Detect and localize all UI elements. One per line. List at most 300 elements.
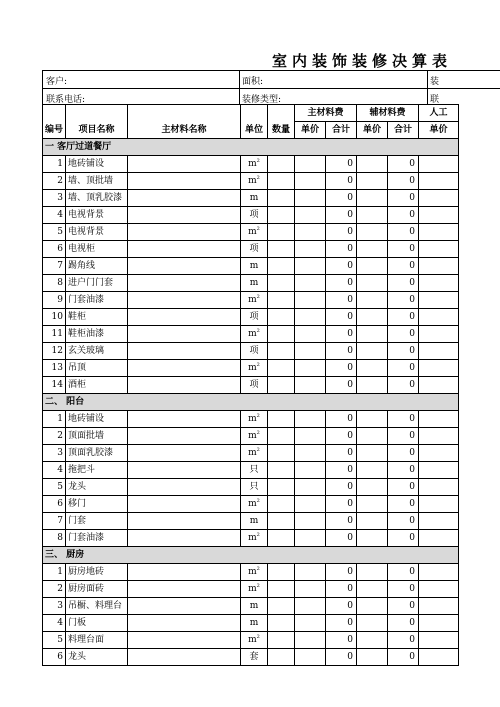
cell-aux-unit-price[interactable] xyxy=(357,360,388,377)
cell-main-total[interactable]: 0 xyxy=(326,564,357,581)
cell-unit[interactable]: 项 xyxy=(241,377,268,394)
cell-no[interactable]: 4 xyxy=(43,462,66,479)
cell-main-total[interactable]: 0 xyxy=(326,530,357,547)
cell-main-material-name[interactable] xyxy=(128,173,241,190)
cell-item-name[interactable]: 鞋柜 xyxy=(66,309,128,326)
cell-labor-unit-price[interactable] xyxy=(419,360,459,377)
cell-main-material-name[interactable] xyxy=(128,309,241,326)
cell-no[interactable]: 2 xyxy=(43,428,66,445)
info-right-border xyxy=(427,70,428,106)
cell-main-total[interactable]: 0 xyxy=(326,275,357,292)
cell-aux-total[interactable]: 0 xyxy=(388,275,419,292)
cell-aux-unit-price[interactable] xyxy=(357,513,388,530)
cell-main-unit-price[interactable] xyxy=(295,445,326,462)
cell-quantity[interactable] xyxy=(268,258,295,275)
cell-quantity[interactable] xyxy=(268,156,295,173)
section-title[interactable]: 三、 厨房 xyxy=(43,547,459,564)
cell-unit[interactable]: $m^2$ xyxy=(241,411,268,428)
table-row xyxy=(43,530,459,547)
sheet-title: 室内装饰装修决算表 xyxy=(272,52,453,70)
cell-quantity[interactable] xyxy=(268,598,295,615)
cell-aux-unit-price[interactable] xyxy=(357,207,388,224)
right-cut-label-2: 联 xyxy=(430,95,440,105)
cell-unit[interactable]: $m^2$ xyxy=(241,292,268,309)
cell-aux-total[interactable]: 0 xyxy=(388,377,419,394)
cell-main-unit-price[interactable] xyxy=(295,649,326,666)
table-row xyxy=(43,411,459,428)
cell-aux-total[interactable]: 0 xyxy=(388,156,419,173)
cell-quantity[interactable] xyxy=(268,292,295,309)
cell-quantity[interactable] xyxy=(268,411,295,428)
cell-unit[interactable]: $m^2$ xyxy=(241,530,268,547)
cell-unit[interactable]: $m^2$ xyxy=(241,581,268,598)
cell-main-unit-price[interactable] xyxy=(295,530,326,547)
cell-aux-unit-price[interactable] xyxy=(357,224,388,241)
cell-no[interactable]: 4 xyxy=(43,615,66,632)
cell-no[interactable]: 13 xyxy=(43,360,66,377)
cell-item-name[interactable]: 厨房地砖 xyxy=(66,564,128,581)
cell-main-total[interactable]: 0 xyxy=(326,496,357,513)
cell-aux-unit-price[interactable] xyxy=(357,479,388,496)
cell-quantity[interactable] xyxy=(268,513,295,530)
cell-no[interactable]: 1 xyxy=(43,156,66,173)
cell-main-material-name[interactable] xyxy=(128,207,241,224)
cell-unit[interactable]: $m^2$ xyxy=(241,360,268,377)
cell-aux-unit-price[interactable] xyxy=(357,428,388,445)
info-row-customer xyxy=(42,70,500,89)
cell-quantity[interactable] xyxy=(268,190,295,207)
customer-label: 客户: xyxy=(46,77,68,87)
cell-no[interactable]: 3 xyxy=(43,190,66,207)
cell-unit[interactable]: 项 xyxy=(241,343,268,360)
cell-aux-unit-price[interactable] xyxy=(357,343,388,360)
cell-aux-unit-price[interactable] xyxy=(357,649,388,666)
cell-main-material-name[interactable] xyxy=(128,513,241,530)
cell-aux-total[interactable]: 0 xyxy=(388,632,419,649)
cell-unit[interactable]: 只 xyxy=(241,479,268,496)
cell-labor-unit-price[interactable] xyxy=(419,581,459,598)
cell-item-name[interactable]: 地砖铺设 xyxy=(66,156,128,173)
cell-main-unit-price[interactable] xyxy=(295,224,326,241)
cell-aux-total[interactable]: 0 xyxy=(388,224,419,241)
cell-labor-unit-price[interactable] xyxy=(419,513,459,530)
cell-labor-unit-price[interactable] xyxy=(419,241,459,258)
cell-labor-unit-price[interactable] xyxy=(419,326,459,343)
cell-no[interactable]: 5 xyxy=(43,224,66,241)
cell-quantity[interactable] xyxy=(268,377,295,394)
cell-no[interactable]: 7 xyxy=(43,258,66,275)
table-row xyxy=(43,156,459,173)
cell-unit[interactable]: m xyxy=(241,258,268,275)
cell-main-material-name[interactable] xyxy=(128,632,241,649)
cell-no[interactable]: 12 xyxy=(43,343,66,360)
cell-labor-unit-price[interactable] xyxy=(419,156,459,173)
cell-main-unit-price[interactable] xyxy=(295,462,326,479)
cell-main-unit-price[interactable] xyxy=(295,258,326,275)
cell-unit[interactable]: $m^2$ xyxy=(241,564,268,581)
cell-no[interactable]: 8 xyxy=(43,530,66,547)
cell-no[interactable]: 6 xyxy=(43,649,66,666)
cell-main-total[interactable]: 0 xyxy=(326,292,357,309)
cell-item-name[interactable]: 龙头 xyxy=(66,479,128,496)
cell-main-total[interactable]: 0 xyxy=(326,411,357,428)
cell-aux-unit-price[interactable] xyxy=(357,445,388,462)
cell-unit[interactable]: $m^2$ xyxy=(241,173,268,190)
cell-aux-total[interactable]: 0 xyxy=(388,496,419,513)
cell-main-material-name[interactable] xyxy=(128,190,241,207)
cell-main-total[interactable]: 0 xyxy=(326,309,357,326)
cell-no[interactable]: 6 xyxy=(43,241,66,258)
cell-main-unit-price[interactable] xyxy=(295,598,326,615)
cell-unit[interactable]: m xyxy=(241,615,268,632)
cell-aux-total[interactable]: 0 xyxy=(388,190,419,207)
cell-item-name[interactable]: 门套油漆 xyxy=(66,292,128,309)
cell-main-material-name[interactable] xyxy=(128,598,241,615)
cell-main-unit-price[interactable] xyxy=(295,207,326,224)
cell-labor-unit-price[interactable] xyxy=(419,258,459,275)
cell-aux-total[interactable]: 0 xyxy=(388,598,419,615)
cell-aux-unit-price[interactable] xyxy=(357,462,388,479)
cell-quantity[interactable] xyxy=(268,224,295,241)
cell-aux-unit-price[interactable] xyxy=(357,632,388,649)
cell-item-name[interactable]: 玄关玻璃 xyxy=(66,343,128,360)
cell-no[interactable]: 8 xyxy=(43,275,66,292)
table-row xyxy=(43,479,459,496)
cell-aux-total[interactable]: 0 xyxy=(388,258,419,275)
cell-main-total[interactable]: 0 xyxy=(326,156,357,173)
cell-aux-unit-price[interactable] xyxy=(357,241,388,258)
cell-item-name[interactable]: 门套油漆 xyxy=(66,530,128,547)
cell-main-material-name[interactable] xyxy=(128,258,241,275)
cell-main-unit-price[interactable] xyxy=(295,496,326,513)
cell-labor-unit-price[interactable] xyxy=(419,598,459,615)
cell-item-name[interactable]: 酒柜 xyxy=(66,377,128,394)
cell-quantity[interactable] xyxy=(268,479,295,496)
section-title[interactable]: 一 客厅过道餐厅 xyxy=(43,139,459,156)
cell-main-total[interactable]: 0 xyxy=(326,428,357,445)
cell-aux-total[interactable]: 0 xyxy=(388,411,419,428)
cell-labor-unit-price[interactable] xyxy=(419,564,459,581)
cell-no[interactable]: 11 xyxy=(43,326,66,343)
cell-labor-unit-price[interactable] xyxy=(419,496,459,513)
cell-labor-unit-price[interactable] xyxy=(419,377,459,394)
cell-main-unit-price[interactable] xyxy=(295,156,326,173)
cell-labor-unit-price[interactable] xyxy=(419,530,459,547)
table-row xyxy=(43,632,459,649)
cell-unit[interactable]: m xyxy=(241,190,268,207)
cell-labor-unit-price[interactable] xyxy=(419,207,459,224)
cell-aux-unit-price[interactable] xyxy=(357,258,388,275)
cell-labor-unit-price[interactable] xyxy=(419,411,459,428)
cell-main-total[interactable]: 0 xyxy=(326,207,357,224)
cell-item-name[interactable]: 吊顶 xyxy=(66,360,128,377)
cell-main-unit-price[interactable] xyxy=(295,275,326,292)
cell-labor-unit-price[interactable] xyxy=(419,173,459,190)
table-row xyxy=(43,377,459,394)
cell-main-material-name[interactable] xyxy=(128,360,241,377)
cell-no[interactable]: 3 xyxy=(43,598,66,615)
cell-unit[interactable]: $m^2$ xyxy=(241,428,268,445)
cell-item-name[interactable]: 地砖铺设 xyxy=(66,411,128,428)
cell-main-material-name[interactable] xyxy=(128,241,241,258)
cell-main-unit-price[interactable] xyxy=(295,479,326,496)
cell-main-total[interactable]: 0 xyxy=(326,190,357,207)
cell-item-name[interactable]: 鞋柜油漆 xyxy=(66,326,128,343)
cell-quantity[interactable] xyxy=(268,241,295,258)
cell-main-material-name[interactable] xyxy=(128,326,241,343)
cell-item-name[interactable]: 吊橱、料理台 xyxy=(66,598,128,615)
cell-item-name[interactable]: 墙、顶批墙 xyxy=(66,173,128,190)
cell-main-total[interactable]: 0 xyxy=(326,258,357,275)
cell-main-material-name[interactable] xyxy=(128,377,241,394)
cell-main-unit-price[interactable] xyxy=(295,564,326,581)
cell-item-name[interactable]: 门板 xyxy=(66,615,128,632)
cell-labor-unit-price[interactable] xyxy=(419,428,459,445)
cell-quantity[interactable] xyxy=(268,496,295,513)
cell-no[interactable]: 1 xyxy=(43,411,66,428)
cell-aux-unit-price[interactable] xyxy=(357,326,388,343)
cell-no[interactable]: 4 xyxy=(43,207,66,224)
cell-item-name[interactable]: 电视柜 xyxy=(66,241,128,258)
cell-no[interactable]: 5 xyxy=(43,632,66,649)
cell-main-total[interactable]: 0 xyxy=(326,615,357,632)
cell-labor-unit-price[interactable] xyxy=(419,445,459,462)
cell-aux-total[interactable]: 0 xyxy=(388,241,419,258)
cell-quantity[interactable] xyxy=(268,632,295,649)
cell-quantity[interactable] xyxy=(268,445,295,462)
cell-main-total[interactable]: 0 xyxy=(326,462,357,479)
cell-item-name[interactable]: 门套 xyxy=(66,513,128,530)
cell-labor-unit-price[interactable] xyxy=(419,649,459,666)
cell-unit[interactable]: 只 xyxy=(241,462,268,479)
cell-main-unit-price[interactable] xyxy=(295,173,326,190)
cell-no[interactable]: 1 xyxy=(43,564,66,581)
cell-main-total[interactable]: 0 xyxy=(326,326,357,343)
cell-main-material-name[interactable] xyxy=(128,343,241,360)
cell-item-name[interactable]: 拖把斗 xyxy=(66,462,128,479)
cell-aux-unit-price[interactable] xyxy=(357,598,388,615)
cell-main-material-name[interactable] xyxy=(128,479,241,496)
cell-item-name[interactable]: 移门 xyxy=(66,496,128,513)
cell-no[interactable]: 3 xyxy=(43,445,66,462)
cell-main-material-name[interactable] xyxy=(128,445,241,462)
cell-unit[interactable]: 项 xyxy=(241,309,268,326)
cell-unit[interactable]: 项 xyxy=(241,241,268,258)
cell-main-total[interactable]: 0 xyxy=(326,445,357,462)
cell-item-name[interactable]: 厨房面砖 xyxy=(66,581,128,598)
cell-no[interactable]: 2 xyxy=(43,581,66,598)
cell-main-material-name[interactable] xyxy=(128,496,241,513)
cell-main-total[interactable]: 0 xyxy=(326,598,357,615)
table-body xyxy=(43,139,459,666)
cell-main-material-name[interactable] xyxy=(128,411,241,428)
cell-main-unit-price[interactable] xyxy=(295,360,326,377)
cell-aux-total[interactable]: 0 xyxy=(388,564,419,581)
cell-main-material-name[interactable] xyxy=(128,462,241,479)
cell-main-unit-price[interactable] xyxy=(295,632,326,649)
cell-main-unit-price[interactable] xyxy=(295,615,326,632)
cell-no[interactable]: 2 xyxy=(43,173,66,190)
cell-aux-total[interactable]: 0 xyxy=(388,530,419,547)
cell-item-name[interactable]: 料理台面 xyxy=(66,632,128,649)
cell-quantity[interactable] xyxy=(268,581,295,598)
cell-main-material-name[interactable] xyxy=(128,224,241,241)
cell-labor-unit-price[interactable] xyxy=(419,615,459,632)
cell-quantity[interactable] xyxy=(268,462,295,479)
cell-main-material-name[interactable] xyxy=(128,275,241,292)
table-row xyxy=(43,173,459,190)
cell-aux-total[interactable]: 0 xyxy=(388,207,419,224)
cell-labor-unit-price[interactable] xyxy=(419,462,459,479)
cell-main-unit-price[interactable] xyxy=(295,411,326,428)
cell-main-total[interactable]: 0 xyxy=(326,173,357,190)
cell-aux-unit-price[interactable] xyxy=(357,615,388,632)
cell-aux-total[interactable]: 0 xyxy=(388,479,419,496)
cell-main-total[interactable]: 0 xyxy=(326,241,357,258)
cell-main-unit-price[interactable] xyxy=(295,581,326,598)
cell-labor-unit-price[interactable] xyxy=(419,479,459,496)
cell-quantity[interactable] xyxy=(268,207,295,224)
cell-quantity[interactable] xyxy=(268,428,295,445)
cell-main-material-name[interactable] xyxy=(128,649,241,666)
cell-unit[interactable]: m xyxy=(241,598,268,615)
cell-main-total[interactable]: 0 xyxy=(326,224,357,241)
cell-aux-total[interactable]: 0 xyxy=(388,462,419,479)
cell-main-total[interactable]: 0 xyxy=(326,513,357,530)
cell-unit[interactable]: 项 xyxy=(241,207,268,224)
cell-main-total[interactable]: 0 xyxy=(326,632,357,649)
cell-main-unit-price[interactable] xyxy=(295,428,326,445)
cell-aux-total[interactable]: 0 xyxy=(388,173,419,190)
cell-aux-total[interactable]: 0 xyxy=(388,326,419,343)
cell-quantity[interactable] xyxy=(268,360,295,377)
cell-main-unit-price[interactable] xyxy=(295,513,326,530)
cell-aux-total[interactable]: 0 xyxy=(388,615,419,632)
cell-item-name[interactable]: 龙头 xyxy=(66,649,128,666)
cell-quantity[interactable] xyxy=(268,326,295,343)
cell-aux-total[interactable]: 0 xyxy=(388,309,419,326)
cell-aux-unit-price[interactable] xyxy=(357,496,388,513)
cell-aux-total[interactable]: 0 xyxy=(388,343,419,360)
cell-main-unit-price[interactable] xyxy=(295,241,326,258)
cell-main-material-name[interactable] xyxy=(128,581,241,598)
cell-aux-total[interactable]: 0 xyxy=(388,445,419,462)
cell-labor-unit-price[interactable] xyxy=(419,224,459,241)
cell-labor-unit-price[interactable] xyxy=(419,292,459,309)
cell-unit[interactable]: m xyxy=(241,275,268,292)
cell-unit[interactable]: $m^2$ xyxy=(241,224,268,241)
cell-aux-unit-price[interactable] xyxy=(357,581,388,598)
cell-no[interactable]: 7 xyxy=(43,513,66,530)
cell-main-unit-price[interactable] xyxy=(295,292,326,309)
cell-item-name[interactable]: 顶面乳胶漆 xyxy=(66,445,128,462)
cell-main-unit-price[interactable] xyxy=(295,343,326,360)
cell-main-total[interactable]: 0 xyxy=(326,343,357,360)
cell-labor-unit-price[interactable] xyxy=(419,190,459,207)
cell-labor-unit-price[interactable] xyxy=(419,632,459,649)
cell-aux-unit-price[interactable] xyxy=(357,292,388,309)
cell-no[interactable]: 9 xyxy=(43,292,66,309)
table-row xyxy=(43,207,459,224)
cell-main-material-name[interactable] xyxy=(128,292,241,309)
table-row xyxy=(43,428,459,445)
cell-main-material-name[interactable] xyxy=(128,156,241,173)
cell-main-unit-price[interactable] xyxy=(295,309,326,326)
cell-aux-unit-price[interactable] xyxy=(357,564,388,581)
cell-main-total[interactable]: 0 xyxy=(326,360,357,377)
cell-quantity[interactable] xyxy=(268,564,295,581)
cell-aux-unit-price[interactable] xyxy=(357,411,388,428)
cell-main-total[interactable]: 0 xyxy=(326,649,357,666)
table-row xyxy=(43,224,459,241)
cell-main-total[interactable]: 0 xyxy=(326,479,357,496)
cell-unit[interactable]: $m^2$ xyxy=(241,496,268,513)
cell-item-name[interactable]: 顶面批墙 xyxy=(66,428,128,445)
cell-aux-total[interactable]: 0 xyxy=(388,581,419,598)
cell-quantity[interactable] xyxy=(268,343,295,360)
cell-quantity[interactable] xyxy=(268,615,295,632)
cell-quantity[interactable] xyxy=(268,275,295,292)
cell-aux-total[interactable]: 0 xyxy=(388,292,419,309)
cell-aux-total[interactable]: 0 xyxy=(388,513,419,530)
cell-main-unit-price[interactable] xyxy=(295,190,326,207)
cell-main-material-name[interactable] xyxy=(128,428,241,445)
cell-item-name[interactable]: 电视背景 xyxy=(66,224,128,241)
cell-no[interactable]: 14 xyxy=(43,377,66,394)
cell-quantity[interactable] xyxy=(268,530,295,547)
cell-aux-total[interactable]: 0 xyxy=(388,360,419,377)
cell-quantity[interactable] xyxy=(268,173,295,190)
table-row xyxy=(43,326,459,343)
cell-quantity[interactable] xyxy=(268,309,295,326)
cell-aux-unit-price[interactable] xyxy=(357,173,388,190)
cell-item-name[interactable]: 墙、顶乳胶漆 xyxy=(66,190,128,207)
cell-labor-unit-price[interactable] xyxy=(419,275,459,292)
cell-unit[interactable]: $m^2$ xyxy=(241,632,268,649)
cell-unit[interactable]: 套 xyxy=(241,649,268,666)
cell-item-name[interactable]: 踢角线 xyxy=(66,258,128,275)
cell-main-unit-price[interactable] xyxy=(295,377,326,394)
cell-main-unit-price[interactable] xyxy=(295,326,326,343)
cell-no[interactable]: 6 xyxy=(43,496,66,513)
cell-aux-total[interactable]: 0 xyxy=(388,428,419,445)
cell-no[interactable]: 10 xyxy=(43,309,66,326)
cell-aux-unit-price[interactable] xyxy=(357,275,388,292)
cell-quantity[interactable] xyxy=(268,649,295,666)
cell-aux-unit-price[interactable] xyxy=(357,156,388,173)
cell-aux-unit-price[interactable] xyxy=(357,190,388,207)
cell-labor-unit-price[interactable] xyxy=(419,343,459,360)
section-title[interactable]: 二、 阳台 xyxy=(43,394,459,411)
cell-main-total[interactable]: 0 xyxy=(326,581,357,598)
cell-item-name[interactable]: 电视背景 xyxy=(66,207,128,224)
cell-main-material-name[interactable] xyxy=(128,530,241,547)
cell-aux-unit-price[interactable] xyxy=(357,530,388,547)
cell-aux-unit-price[interactable] xyxy=(357,309,388,326)
cell-labor-unit-price[interactable] xyxy=(419,309,459,326)
cell-aux-total[interactable]: 0 xyxy=(388,649,419,666)
cell-no[interactable]: 5 xyxy=(43,479,66,496)
cell-unit[interactable]: $m^2$ xyxy=(241,326,268,343)
cell-main-total[interactable]: 0 xyxy=(326,377,357,394)
cell-item-name[interactable]: 进户门门套 xyxy=(66,275,128,292)
cell-aux-unit-price[interactable] xyxy=(357,377,388,394)
cell-unit[interactable]: $m^2$ xyxy=(241,156,268,173)
cell-main-material-name[interactable] xyxy=(128,564,241,581)
cell-main-material-name[interactable] xyxy=(128,615,241,632)
cell-unit[interactable]: $m^2$ xyxy=(241,445,268,462)
cell-unit[interactable]: m xyxy=(241,513,268,530)
